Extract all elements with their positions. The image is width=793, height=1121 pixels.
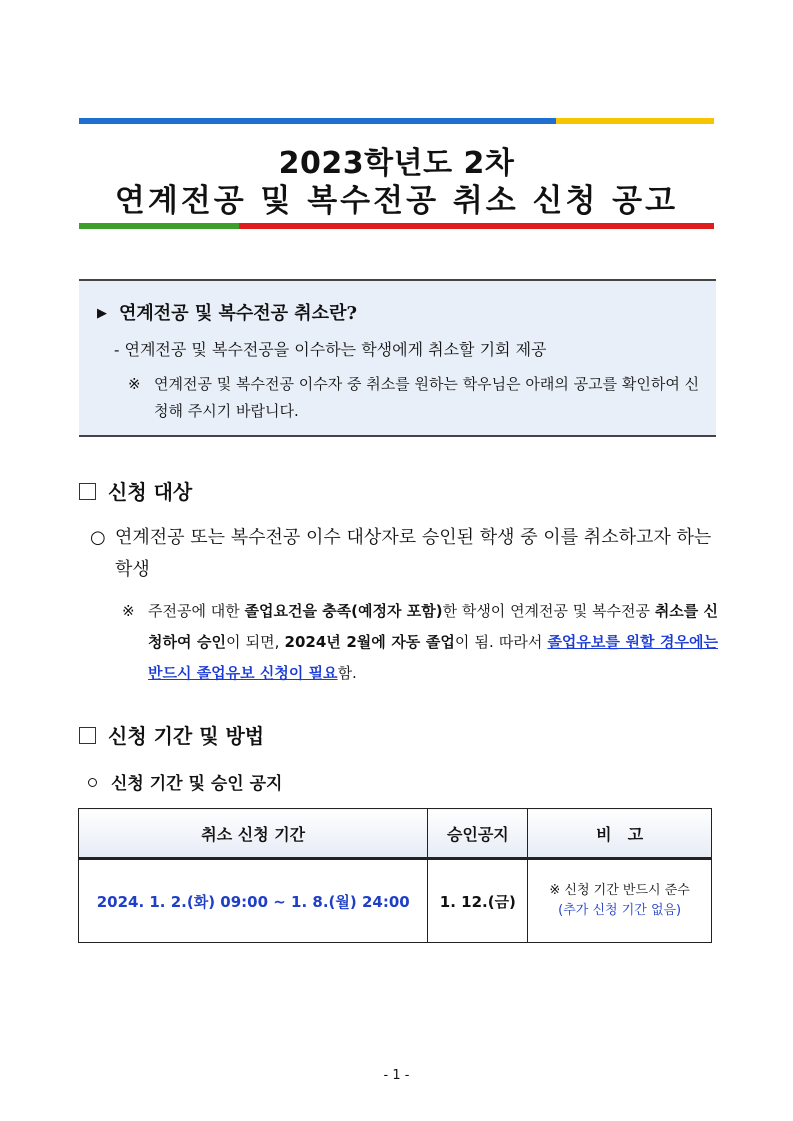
- remarks-line2: (추가 신청 기간 없음): [558, 903, 682, 918]
- note-emphasis-deferral-required: 졸업유보를 원할 경우에는 반드시 졸업유보 신청이 필요: [148, 633, 718, 682]
- table-row: [79, 859, 712, 943]
- section-applicants-title: 신청 대상: [108, 480, 193, 504]
- note-text-part: 한 학생이 연계전공 및 복수전공: [442, 602, 655, 620]
- note-text-part: 함.: [337, 664, 357, 682]
- info-box-note: [128, 371, 713, 425]
- table-header-row: [79, 809, 712, 859]
- info-box-description: - 연계전공 및 복수전공을 이수하는 학생에게 취소할 기회 제공: [114, 340, 547, 359]
- cell-cancel-period: 2024. 1. 2.(화) 09:00 ~ 1. 8.(월) 24:00: [79, 859, 428, 943]
- note-text-part: 이 됨. 따라서: [454, 633, 548, 651]
- note-emphasis-cancel-approval: 취소를 신청하여 승인: [148, 602, 719, 651]
- title-underline-green: [79, 223, 239, 229]
- applicants-note-text: [122, 596, 718, 689]
- cell-remarks: [528, 859, 712, 943]
- info-box-heading: [97, 299, 357, 325]
- header-cancel-period: 취소 신청 기간: [79, 809, 428, 859]
- header-remarks: 비 고: [528, 809, 712, 859]
- header-bar-yellow: [556, 118, 714, 124]
- period-subheading-text: 신청 기간 및 승인 공지: [111, 774, 283, 794]
- header-bar-blue: [79, 118, 556, 124]
- note-emphasis-auto-graduation: 2024년 2월에 자동 졸업: [284, 633, 455, 651]
- small-circle-bullet-icon: [88, 778, 97, 787]
- page-title-line2: 연계전공 및 복수전공 취소 신청 공고: [114, 183, 679, 219]
- period-subheading: [88, 769, 282, 794]
- schedule-table: [78, 808, 712, 943]
- reference-mark-icon: ※: [128, 375, 141, 393]
- note-text-part: 주전공에 대한: [148, 602, 245, 620]
- page-number: - 1 -: [383, 1068, 410, 1083]
- remarks-line1: ※ 신청 기간 반드시 준수: [549, 883, 690, 898]
- square-bullet-icon: [79, 727, 96, 744]
- cell-approval-date: 1. 12.(금): [428, 859, 528, 943]
- title-underline-red: [239, 223, 714, 229]
- info-box-heading-text: 연계전공 및 복수전공 취소란?: [119, 303, 358, 324]
- reference-mark-icon: ※: [122, 602, 135, 620]
- square-bullet-icon: [79, 483, 96, 500]
- note-text-part: 이 되면,: [226, 633, 285, 651]
- circle-bullet-icon: ○: [90, 527, 106, 548]
- triangle-bullet-icon: ▶: [97, 306, 107, 321]
- applicants-item: [90, 522, 720, 586]
- applicants-item-text: 연계전공 또는 복수전공 이수 대상자로 승인된 학생 중 이를 취소하고자 하는 학생: [115, 527, 712, 580]
- applicants-note: [122, 596, 718, 689]
- page-title-line1: 2023학년도 2차: [278, 146, 515, 181]
- section-period-title: 신청 기간 및 방법: [108, 724, 265, 748]
- section-applicants-heading: [79, 476, 192, 505]
- header-approval-notice: 승인공지: [428, 809, 528, 859]
- info-box-note-text: 연계전공 및 복수전공 이수자 중 취소를 원하는 학우님은 아래의 공고를 확인하여 신청해 주시기 바랍니다.: [154, 375, 700, 420]
- note-emphasis-graduation-requirement: 졸업요건을 충족(예정자 포함): [244, 602, 443, 620]
- section-period-heading: [79, 720, 264, 749]
